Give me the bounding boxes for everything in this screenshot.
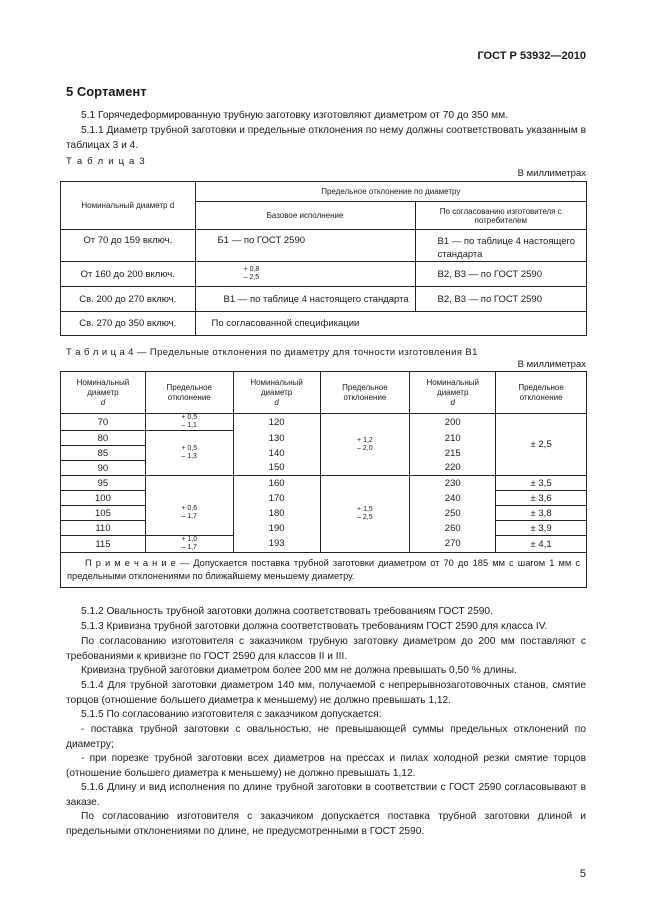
- table3-header-agree: По согласованию изготовителя с потребителем: [415, 202, 587, 230]
- table4-cell-diameter: 240: [410, 491, 496, 506]
- paragraph-5-1-2: 5.1.2 Овальность трубной заготовки должна соответствовать требованиям ГОСТ 2590.: [81, 606, 493, 617]
- table4-cell-diameter: 105: [61, 506, 146, 521]
- table3-cell-base: [195, 262, 415, 287]
- paragraph-cutting: - при порезке трубной заготовки всех диаметров на прессах и пилах холодной резки смятие торцов (отношение большего диаметра к меньшему) не должно превышать 1,12.: [66, 753, 586, 779]
- table4-cell-diameter: 270: [410, 536, 496, 553]
- table3-cell-diameter: От 70 до 159 включ.: [61, 230, 196, 262]
- paragraph-5-1-3: 5.1.3 Кривизна трубной заготовки должна соответствовать требованиям ГОСТ 2590 для класса IV.: [81, 621, 548, 632]
- table4-cell-diameter: 180: [233, 506, 320, 521]
- table4-cell-tolerance: ± 3,6: [496, 491, 587, 506]
- table3-cell-agree: В1 — по таблице 4 настоящего стандарта: [415, 230, 587, 262]
- paragraph-5-1-6: 5.1.6 Длину и вид исполнения по длине трубной заготовки в соответствии с ГОСТ 2590 согласовывают в заказе.: [66, 782, 586, 808]
- table4-cell-diameter: 200: [410, 414, 496, 431]
- table4-cell-tolerance: ± 2,5: [496, 414, 587, 476]
- table4-cell-diameter: 85: [61, 446, 146, 461]
- table4-cell-diameter: 80: [61, 431, 146, 446]
- table4-cell-diameter: 193: [233, 536, 320, 553]
- paragraph-5-1-1: 5.1.1 Диаметр трубной заготовки и предельные отклонения по нему должны соответствовать указанным в таблицах 3 и 4.: [66, 125, 586, 151]
- table3-cell-spec: По согласованной спецификации: [195, 312, 586, 336]
- table4-cell-diameter: 160: [233, 476, 320, 491]
- table4-cell-tolerance: + 1,5 – 2,5: [320, 476, 410, 553]
- standard-number: ГОСТ Р 53932—2010: [477, 50, 586, 62]
- table4-cell-tolerance: + 0,5 – 1,3: [145, 431, 233, 476]
- table-3: [60, 181, 587, 336]
- table4-cell-tolerance: ± 3,5: [496, 476, 587, 491]
- table4-cell-diameter: 120: [233, 414, 320, 431]
- tolerance-value: + 0,8 – 2,5: [243, 266, 260, 281]
- table4-cell-diameter: 130: [233, 431, 320, 446]
- table3-cell-agree: В2, В3 — по ГОСТ 2590: [415, 262, 587, 287]
- table4-cell-tolerance: ± 3,8: [496, 506, 587, 521]
- table3-cell-base: В1 — по таблице 4 настоящего стандарта: [195, 287, 415, 312]
- table3-cell-diameter: Св. 270 до 350 включ.: [61, 312, 196, 336]
- table-row: [61, 287, 587, 312]
- table4-cell-diameter: 170: [233, 491, 320, 506]
- table4-cell-diameter: 260: [410, 521, 496, 536]
- table4-header-deviation: Предельное отклонение: [496, 372, 587, 414]
- table4-header-deviation: Предельное отклонение: [320, 372, 410, 414]
- table4-cell-diameter: 90: [61, 461, 146, 476]
- table4-cell-diameter: 95: [61, 476, 146, 491]
- table3-header-deviation: Предельное отклонение по диаметру: [195, 182, 586, 202]
- note-label: П р и м е ч а н и е: [85, 558, 176, 568]
- section-title: 5 Сортамент: [66, 84, 147, 99]
- paragraph-curvature-limit: Кривизна трубной заготовки диаметром более 200 мм не должна превышать 0,50 % длины.: [81, 665, 517, 676]
- table4-cell-tolerance: ± 3,9: [496, 521, 587, 536]
- table4-header-diameter: Номинальный диаметр d: [233, 372, 320, 414]
- table4-cell-tolerance: ± 4,1: [496, 536, 587, 553]
- table3-header-base: Базовое исполнение: [195, 202, 415, 230]
- table4-header-deviation: Предельное отклонение: [145, 372, 233, 414]
- table3-label: Т а б л и ц а 3: [66, 156, 146, 167]
- table3-cell-agree: В2, В3 — по ГОСТ 2590: [415, 287, 587, 312]
- table3-header-diameter: Номинальный диаметр d: [61, 182, 196, 230]
- table4-label: Т а б л и ц а 4 — Предельные отклонения по диаметру для точности изготовления В1: [66, 347, 478, 358]
- table4-cell-tolerance: + 1,2 – 2,0: [320, 414, 410, 476]
- table4-cell-diameter: 115: [61, 536, 146, 553]
- table4-header-diameter: Номинальный диаметр d: [410, 372, 496, 414]
- table3-units: В миллиметрах: [517, 168, 586, 179]
- table4-note: [61, 553, 587, 588]
- table4-cell-tolerance: [145, 476, 233, 491]
- paragraph-5-1-5: 5.1.5 По согласованию изготовителя с заказчиком допускается:: [81, 709, 382, 720]
- table4-units: В миллиметрах: [517, 359, 586, 370]
- table4-cell-diameter: 150: [233, 461, 320, 476]
- table4-cell-diameter: 70: [61, 414, 146, 431]
- table-row: [61, 230, 587, 262]
- paragraph-curvature: По согласованию изготовителя с заказчиком трубную заготовку диаметром до 200 мм поставляют с требованиями к кривизне по ГОСТ 2590 для классов II и III.: [66, 636, 586, 662]
- table4-cell-diameter: 230: [410, 476, 496, 491]
- table-row: [61, 262, 587, 287]
- page-number: 5: [579, 868, 586, 880]
- table4-cell-tolerance: + 0,6 – 1,7: [145, 491, 233, 536]
- table4-cell-tolerance: + 1,0 – 1,7: [145, 536, 233, 553]
- note-text: — Допускается поставка трубной заготовки диаметром от 70 до 185 мм с шагом 1 мм с предельными отклонениями по ближайшему меньшему диаметру.: [67, 558, 580, 581]
- paragraph-5-1-4: 5.1.4 Для трубной заготовки диаметром 140 мм, получаемой с непрерывнозаготовочных станов, смятие торцов (отношение большего диаметра к меньшему) не должно превышать 1,12.: [66, 680, 586, 706]
- table4-header-diameter: Номинальный диаметр d: [61, 372, 146, 414]
- table4-cell-diameter: 250: [410, 506, 496, 521]
- table4-cell-diameter: 215: [410, 446, 496, 461]
- table-4: [60, 371, 587, 588]
- paragraph-5-1: 5.1 Горячедеформированную трубную заготовку изготовляют диаметром от 70 до 350 мм.: [81, 110, 509, 121]
- table4-cell-diameter: 110: [61, 521, 146, 536]
- table4-cell-diameter: 140: [233, 446, 320, 461]
- table3-cell-base: Б1 — по ГОСТ 2590: [195, 230, 415, 262]
- table-row: [61, 312, 587, 336]
- paragraph-ovality: - поставка трубной заготовки с овальностью, не превышающей суммы предельных отклонений по диаметру;: [66, 724, 586, 750]
- paragraph-length: По согласованию изготовителя с заказчиком допускается поставка трубной заготовки длиной и предельными отклонениями по длине, не предусмотренными в ГОСТ 2590.: [66, 811, 586, 837]
- table4-cell-diameter: 210: [410, 431, 496, 446]
- table4-cell-diameter: 100: [61, 491, 146, 506]
- table4-cell-tolerance: + 0,5 – 1,1: [145, 414, 233, 431]
- table4-cell-diameter: 190: [233, 521, 320, 536]
- table4-cell-diameter: 220: [410, 461, 496, 476]
- table3-cell-diameter: От 160 до 200 включ.: [61, 262, 196, 287]
- table3-cell-diameter: Св. 200 до 270 включ.: [61, 287, 196, 312]
